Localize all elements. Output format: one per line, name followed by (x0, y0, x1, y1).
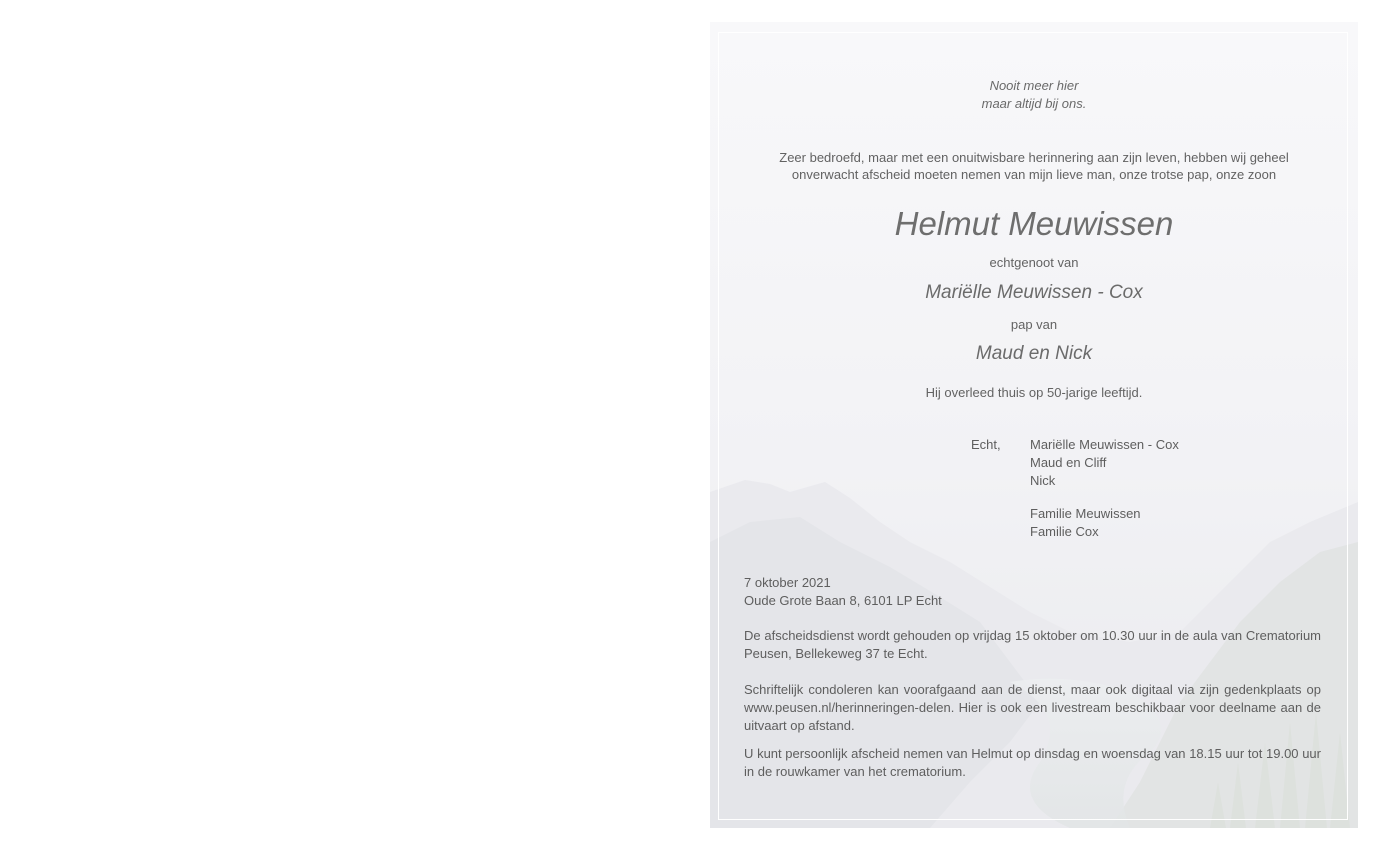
farewell-paragraph: U kunt persoonlijk afscheid nemen van Helmut op dinsdag en woensdag van 18.15 uur tot 19.00 uur in de rouwkamer van het crematorium. (744, 746, 1321, 779)
condolence-paragraph: Schriftelijk condoleren kan voorafgaand aan de dienst, maar ook digitaal via zijn gedenkplaats op www.peusen.nl/herinneringen-delen. Hier is ook een livestream beschikbaar voor deelname aan de uitvaart op afstand. (744, 682, 1321, 733)
signature-place: Echt, (971, 437, 1001, 452)
signature-relatives-1: Familie Meuwissen (1030, 506, 1141, 521)
intro-line-2: onverwacht afscheid moeten nemen van mijn lieve man, onze trotse pap, onze zoon (791, 167, 1277, 182)
intro-line-1: Zeer bedroefd, maar met een onuitwisbare herinnering aan zijn leven, hebben wij geheel (779, 150, 1289, 165)
signature-relatives-2: Familie Cox (1030, 524, 1099, 539)
date: 7 oktober 2021 (744, 575, 831, 590)
deceased-name: Helmut Meuwissen (894, 205, 1174, 242)
spouse-label: echtgenoot van (989, 255, 1079, 270)
children-names: Maud en Nick (975, 343, 1093, 364)
service-paragraph: De afscheidsdienst wordt gehouden op vrijdag 15 oktober om 10.30 uur in de aula van Crematorium Peusen, Bellekeweg 37 te Echt. (744, 628, 1321, 661)
spouse-name: Mariëlle Meuwissen - Cox (925, 282, 1143, 303)
verse-line-1: Nooit meer hier (989, 78, 1079, 93)
passing-note: Hij overleed thuis op 50-jarige leeftijd. (925, 385, 1143, 400)
address: Oude Grote Baan 8, 6101 LP Echt (744, 593, 942, 608)
verse-line-2: maar altijd bij ons. (981, 96, 1087, 111)
children-label: pap van (1010, 317, 1058, 332)
signature-family-3: Nick (1030, 473, 1056, 488)
obituary-card (710, 22, 1358, 828)
signature-family-1: Mariëlle Meuwissen - Cox (1030, 437, 1179, 452)
signature-family-2: Maud en Cliff (1030, 455, 1107, 470)
